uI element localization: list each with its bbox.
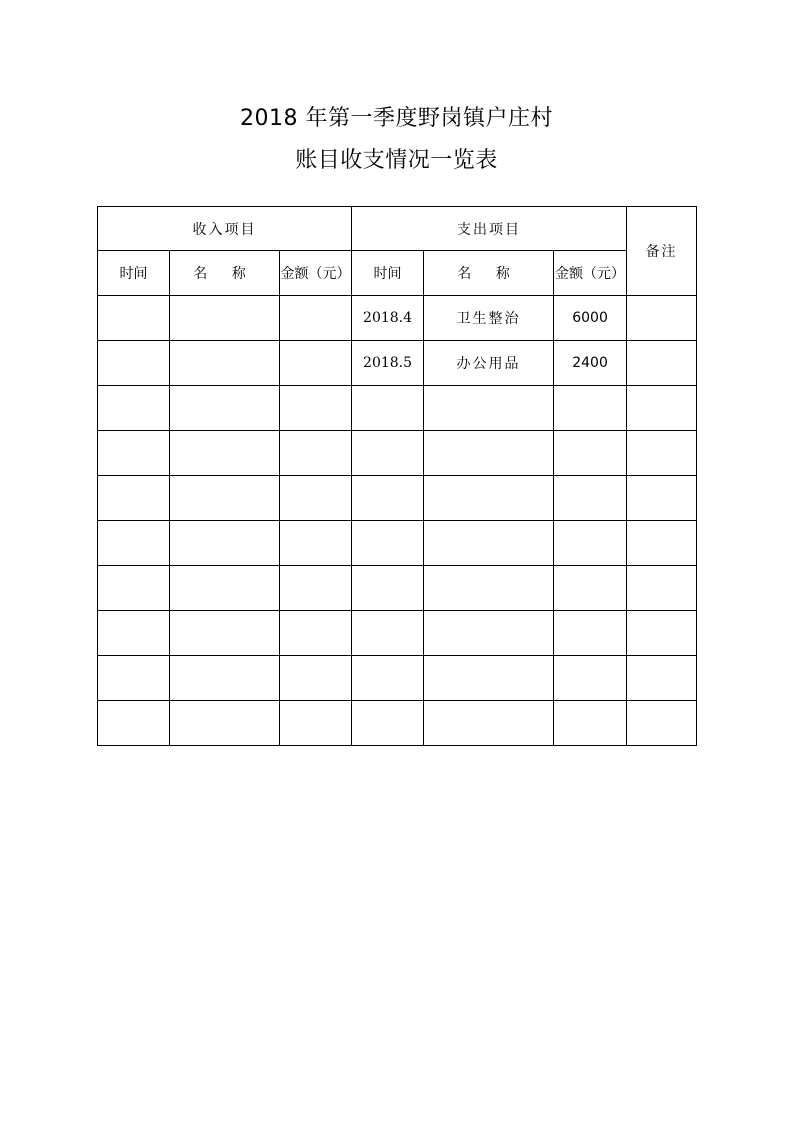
expense-amount-cell xyxy=(554,566,627,611)
income-name-cell xyxy=(170,566,280,611)
remark-cell xyxy=(627,341,697,386)
expense-time-cell xyxy=(352,656,424,701)
expense-time-cell: 2018.4 xyxy=(352,296,424,341)
ledger-table xyxy=(97,206,697,746)
income-amount-cell xyxy=(280,656,352,701)
income-name-header: 名 称 xyxy=(170,251,280,296)
income-time-cell xyxy=(98,611,170,656)
income-amount-cell xyxy=(280,476,352,521)
income-time-cell xyxy=(98,296,170,341)
expense-amount-cell xyxy=(554,611,627,656)
expense-name-cell xyxy=(424,701,554,746)
income-name-cell xyxy=(170,476,280,521)
ledger-body xyxy=(98,296,697,746)
income-amount-cell xyxy=(280,431,352,476)
document-title-line2: 账目收支情况一览表 xyxy=(295,148,498,173)
income-time-cell xyxy=(98,566,170,611)
remark-header: 备注 xyxy=(627,207,697,296)
remark-cell xyxy=(627,386,697,431)
income-amount-cell xyxy=(280,341,352,386)
income-group-header: 收入项目 xyxy=(98,207,352,251)
expense-name-cell xyxy=(424,521,554,566)
remark-cell xyxy=(627,701,697,746)
table-row xyxy=(98,611,697,656)
remark-cell xyxy=(627,566,697,611)
expense-name-cell xyxy=(424,611,554,656)
income-time-cell xyxy=(98,656,170,701)
income-amount-cell xyxy=(280,521,352,566)
income-time-cell xyxy=(98,701,170,746)
expense-name-cell: 办公用品 xyxy=(424,341,554,386)
income-amount-cell xyxy=(280,296,352,341)
expense-group-header: 支出项目 xyxy=(352,207,627,251)
expense-name-cell xyxy=(424,656,554,701)
expense-time-cell xyxy=(352,386,424,431)
expense-amount-cell xyxy=(554,431,627,476)
expense-time-header: 时间 xyxy=(352,251,424,296)
remark-cell xyxy=(627,296,697,341)
expense-amount-cell xyxy=(554,476,627,521)
expense-amount-cell: 6000 xyxy=(554,296,627,341)
expense-time-cell: 2018.5 xyxy=(352,341,424,386)
expense-name-cell xyxy=(424,476,554,521)
expense-amount-cell xyxy=(554,521,627,566)
table-row xyxy=(98,386,697,431)
expense-name-cell xyxy=(424,431,554,476)
income-name-cell xyxy=(170,656,280,701)
expense-name-header: 名 称 xyxy=(424,251,554,296)
table-row xyxy=(98,656,697,701)
income-name-cell xyxy=(170,431,280,476)
expense-time-cell xyxy=(352,431,424,476)
table-row xyxy=(98,341,697,386)
income-time-header: 时间 xyxy=(98,251,170,296)
table-row xyxy=(98,431,697,476)
table-row xyxy=(98,566,697,611)
expense-amount-cell: 2400 xyxy=(554,341,627,386)
expense-time-cell xyxy=(352,566,424,611)
income-name-cell xyxy=(170,701,280,746)
table-row xyxy=(98,296,697,341)
expense-name-cell: 卫生整治 xyxy=(424,296,554,341)
expense-time-cell xyxy=(352,521,424,566)
remark-cell xyxy=(627,431,697,476)
expense-name-cell xyxy=(424,386,554,431)
income-time-cell xyxy=(98,431,170,476)
expense-name-cell xyxy=(424,566,554,611)
expense-amount-cell xyxy=(554,656,627,701)
income-time-cell xyxy=(98,521,170,566)
income-name-cell xyxy=(170,296,280,341)
document-title-line1: 2018 年第一季度野岗镇户庄村 xyxy=(240,106,553,131)
remark-cell xyxy=(627,656,697,701)
expense-amount-cell xyxy=(554,701,627,746)
income-time-cell xyxy=(98,386,170,431)
income-name-cell xyxy=(170,341,280,386)
income-amount-cell xyxy=(280,701,352,746)
income-name-cell xyxy=(170,386,280,431)
income-name-cell xyxy=(170,521,280,566)
income-amount-cell xyxy=(280,386,352,431)
expense-time-cell xyxy=(352,611,424,656)
remark-cell xyxy=(627,521,697,566)
remark-cell xyxy=(627,611,697,656)
expense-time-cell xyxy=(352,476,424,521)
income-time-cell xyxy=(98,341,170,386)
income-amount-cell xyxy=(280,611,352,656)
income-amount-header: 金额（元） xyxy=(280,251,352,296)
expense-amount-header: 金额（元） xyxy=(554,251,627,296)
table-row xyxy=(98,521,697,566)
income-time-cell xyxy=(98,476,170,521)
expense-amount-cell xyxy=(554,386,627,431)
table-row xyxy=(98,476,697,521)
table-row xyxy=(98,701,697,746)
income-name-cell xyxy=(170,611,280,656)
remark-cell xyxy=(627,476,697,521)
expense-time-cell xyxy=(352,701,424,746)
income-amount-cell xyxy=(280,566,352,611)
